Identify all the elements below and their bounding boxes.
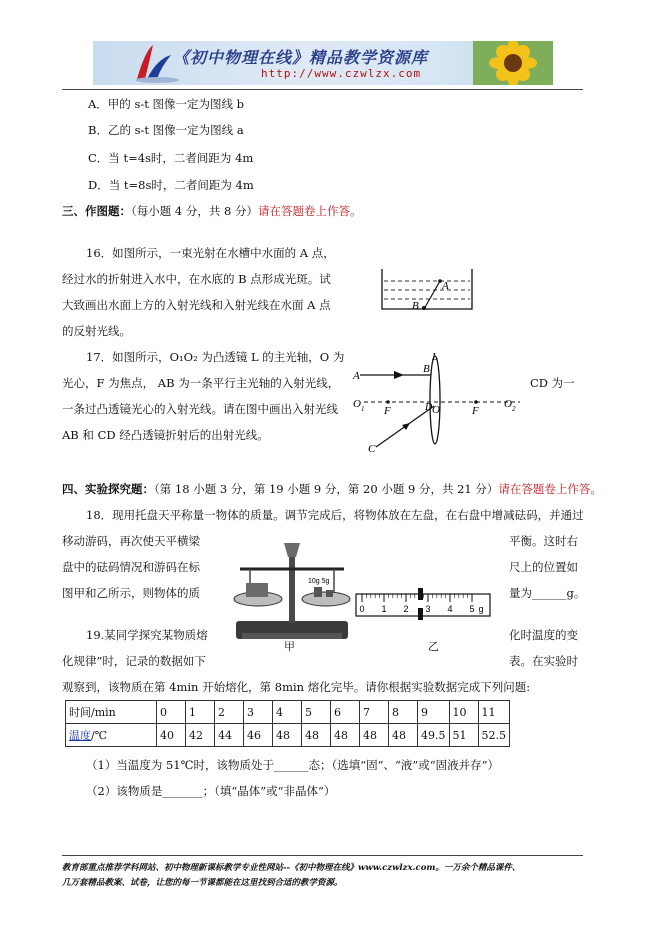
section4-note: 请在答题卷上作答。 xyxy=(498,482,602,496)
fig17-label-f-right: F xyxy=(472,405,479,417)
fig16-label-b: B xyxy=(412,300,419,312)
footer-line-2: 几万套精品教案、试卷，让您的每一节课都能在这里找到合适的教学资源。 xyxy=(62,878,343,888)
time-cell: 1 xyxy=(186,701,215,724)
ruler-tick-3: 3 xyxy=(425,604,431,614)
section4-heading-line xyxy=(62,481,602,497)
temperature-unit: /℃ xyxy=(91,729,108,742)
temp-cell: 46 xyxy=(244,724,273,747)
q19-left-1: 19.某同学探究某物质熔 xyxy=(86,628,208,642)
fig17-label-o2: O xyxy=(504,398,512,410)
time-cell: 5 xyxy=(302,701,331,724)
q16-line-3: 大致画出水面上方的入射光线和入射光线在水面 A 点 xyxy=(62,298,331,312)
banner-url: http://www.czwlzx.com xyxy=(261,67,422,80)
temp-cell: 44 xyxy=(215,724,244,747)
ruler-tick-2: 2 xyxy=(403,604,409,614)
temp-cell: 42 xyxy=(186,724,215,747)
fig-b-caption: 乙 xyxy=(428,640,439,653)
fig-a-caption: 甲 xyxy=(284,640,295,653)
time-cell: 11 xyxy=(478,701,510,724)
q19-right-2: 表。在实验时 xyxy=(509,654,578,668)
temp-cell: 48 xyxy=(302,724,331,747)
q19-sub-1: （1）当温度为 51℃时，该物质处于______态；（选填“固”、“液”或“固液并存”） xyxy=(86,758,499,772)
q18-left-2: 盘中的砝码情况和游码在标 xyxy=(62,560,200,574)
q17-line-1: 17．如图所示，O₁O₂ 为凸透镜 L 的主光轴，O 为 xyxy=(86,350,345,364)
option-a: A．甲的 s-t 图像一定为图线 b xyxy=(88,97,245,111)
temp-cell: 40 xyxy=(157,724,186,747)
section4-info: （第 18 小题 3 分，第 19 小题 9 分，第 20 小题 9 分，共 21 分） xyxy=(154,482,499,496)
convex-lens-figure xyxy=(350,350,525,455)
fig17-label-c: C xyxy=(368,443,376,455)
temp-cell: 48 xyxy=(360,724,389,747)
time-cell: 2 xyxy=(215,701,244,724)
q18-left-1: 移动游码，再次使天平横梁 xyxy=(62,534,200,548)
temp-cell: 48 xyxy=(389,724,418,747)
q18-line-1: 18．现用托盘天平称量一物体的质量。调节完成后，将物体放在左盘，在右盘中增减砝码，并通过 xyxy=(86,508,584,522)
q18-left-3: 图甲和乙所示，则物体的质 xyxy=(62,586,200,600)
slider-ruler-figure xyxy=(354,588,494,624)
fig17-label-l: L xyxy=(432,351,439,363)
table-row-time xyxy=(66,701,510,724)
temp-cell: 49.5 xyxy=(418,724,450,747)
temp-cell: 52.5 xyxy=(478,724,510,747)
water-tank-figure xyxy=(378,265,478,315)
section3-heading-line xyxy=(62,203,362,219)
footer-line-1: 教育部重点推荐学科网站、初中物理新课标教学专业性网站--《初中物理在线》www.czwlzx.com。一万余个精品课件、 xyxy=(62,863,521,873)
time-cell: 8 xyxy=(389,701,418,724)
q17-right-text: CD 为一 xyxy=(530,376,575,390)
rider-marker-bottom xyxy=(418,608,423,620)
fig17-label-o1-sub: 1 xyxy=(361,405,365,413)
temperature-link[interactable]: 温度 xyxy=(69,729,91,742)
sunflower-icon xyxy=(473,41,553,85)
q16-line-1: 16．如图所示，一束光射在水槽中水面的 A 点， xyxy=(86,246,335,260)
section3-note: 请在答题卷上作答。 xyxy=(258,204,362,218)
q17-line-3: 一条过凸透镜光心的入射光线。请在图中画出入射光线 xyxy=(62,402,338,416)
balance-figure xyxy=(228,535,358,650)
banner-title: 《初中物理在线》精品教学资源库 xyxy=(173,48,429,67)
time-cell: 3 xyxy=(244,701,273,724)
fig17-label-d: D xyxy=(425,402,433,413)
q19-line-3: 观察到，该物质在第 4min 开始熔化，第 8min 熔化完毕。请你根据实验数据完成下列问题: xyxy=(62,680,531,694)
fig16-label-a: A xyxy=(442,280,449,292)
q16-line-4: 的反射光线。 xyxy=(62,324,131,338)
time-cell: 7 xyxy=(360,701,389,724)
section3-heading: 三、作图题： xyxy=(62,204,131,218)
ruler-tick-0: 0 xyxy=(359,604,365,614)
header-rule xyxy=(62,89,583,90)
fig17-label-o1: O xyxy=(353,398,361,410)
ruler-tick-4: 4 xyxy=(447,604,453,614)
section4-heading: 四、实验探究题： xyxy=(62,482,154,496)
footer-rule xyxy=(62,855,583,856)
temp-cell: 48 xyxy=(273,724,302,747)
q19-left-2: 化规律”时，记录的数据如下 xyxy=(62,654,206,668)
q18-right-2: 尺上的位置如 xyxy=(509,560,578,574)
header-banner xyxy=(93,41,553,85)
melting-data-table xyxy=(65,700,510,747)
q18-right-3: 量为______g。 xyxy=(509,586,586,600)
q19-right-1: 化时温度的变 xyxy=(509,628,578,642)
fig17-label-a: A xyxy=(353,370,360,382)
temp-cell: 51 xyxy=(449,724,478,747)
time-cell: 4 xyxy=(273,701,302,724)
time-cell: 0 xyxy=(157,701,186,724)
q19-sub-2: （2）该物质是_______；（填“晶体”或“非晶体”） xyxy=(86,784,336,798)
q16-line-2: 经过水的折射进入水中，在水底的 B 点形成光斑。试 xyxy=(62,272,331,286)
time-cell: 6 xyxy=(331,701,360,724)
fig17-label-b: B xyxy=(423,363,430,375)
table-header-time: 时间/min xyxy=(66,701,157,724)
option-b: B．乙的 s-t 图像一定为图线 a xyxy=(88,123,244,137)
temp-cell: 48 xyxy=(331,724,360,747)
ruler-unit: g xyxy=(478,604,484,614)
section3-info: （每小题 4 分，共 8 分） xyxy=(131,204,259,218)
time-cell: 10 xyxy=(449,701,478,724)
option-c: C．当 t=4s时，二者间距为 4m xyxy=(88,151,254,165)
q17-line-4: AB 和 CD 经凸透镜折射后的出射光线。 xyxy=(62,428,269,442)
q17-line-2: 光心，F 为焦点， AB 为一条平行主光轴的入射光线， xyxy=(62,376,340,390)
fig17-label-o2-sub: 2 xyxy=(512,405,516,413)
fig17-label-f-left: F xyxy=(384,405,391,417)
fig17-label-o: O xyxy=(432,404,440,416)
ruler-tick-1: 1 xyxy=(381,604,387,614)
q18-right-1: 平衡。这时右 xyxy=(509,534,578,548)
table-header-temp xyxy=(66,724,157,747)
weights-label: 10g 5g xyxy=(308,578,330,585)
table-row-temp xyxy=(66,724,510,747)
time-cell: 9 xyxy=(418,701,450,724)
ruler-tick-5: 5 xyxy=(469,604,475,614)
option-d: D．当 t=8s时，二者间距为 4m xyxy=(88,178,254,192)
rider-marker xyxy=(418,588,423,600)
